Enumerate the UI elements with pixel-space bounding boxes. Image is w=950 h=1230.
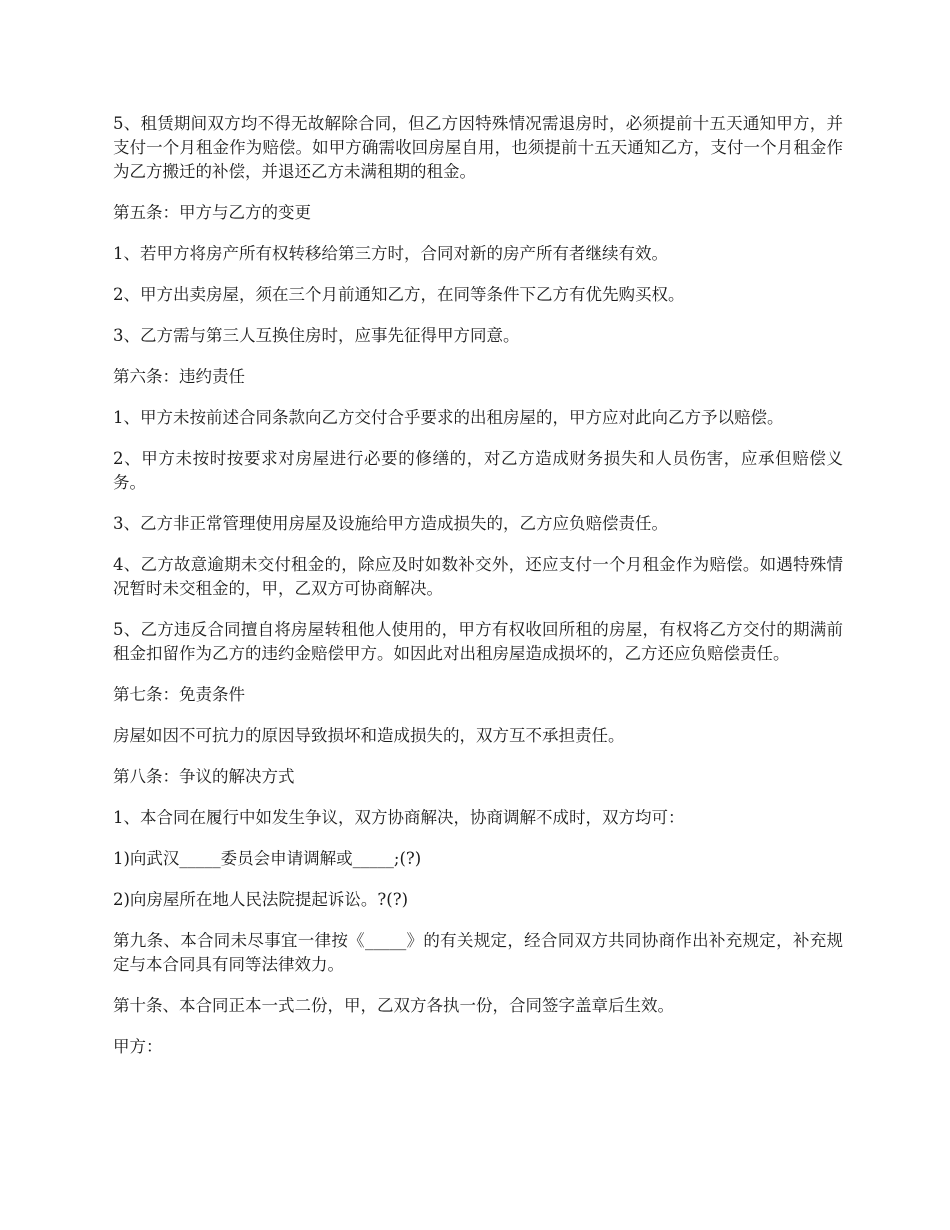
article-6-item-3: 3、乙方非正常管理使用房屋及设施给甲方造成损失的，乙方应负赔偿责任。 (113, 514, 668, 533)
article-5-heading: 第五条：甲方与乙方的变更 (113, 203, 311, 222)
article-6-heading: 第六条：违约责任 (113, 367, 245, 386)
clause-4-item-5-termination: 5、租赁期间双方均不得无故解除合同，但乙方因特殊情况需退房时，必须提前十五天通知甲方，并支付一个月租金作为赔偿。如甲方确需收回房屋自用，也须提前十五天通知乙方，支付一个月租金作为乙方搬迁的补偿，并退还乙方未满租期的租金。 (113, 114, 843, 181)
article-6-item-4: 4、乙方故意逾期未交付租金的，除应及时如数补交外，还应支付一个月租金作为赔偿。如遇特殊情况暂时未交租金的，甲，乙双方可协商解决。 (113, 555, 843, 598)
article-7-body: 房屋如因不可抗力的原因导致损坏和造成损失的，双方互不承担责任。 (113, 726, 625, 745)
article-8-option-1: 1)向武汉_____委员会申请调解或_____;(?) (113, 849, 422, 868)
article-6-item-5: 5、乙方违反合同擅自将房屋转租他人使用的，甲方有权收回所租的房屋，有权将乙方交付的期满前租金扣留作为乙方的违约金赔偿甲方。如因此对出租房屋造成损坏的，乙方还应负赔偿责任。 (113, 620, 843, 663)
article-9: 第九条、本合同未尽事宜一律按《_____》的有关规定，经合同双方共同协商作出补充规定，补充规定与本合同具有同等法律效力。 (113, 931, 843, 974)
article-8-heading: 第八条：争议的解决方式 (113, 767, 295, 786)
article-8-option-2: 2)向房屋所在地人民法院提起诉讼。?(?) (113, 890, 409, 909)
article-7-heading: 第七条：免责条件 (113, 685, 245, 704)
party-a-signature-label: 甲方： (113, 1037, 163, 1056)
article-5-item-3: 3、乙方需与第三人互换住房时，应事先征得甲方同意。 (113, 326, 520, 345)
article-5-item-1: 1、若甲方将房产所有权转移给第三方时，合同对新的房产所有者继续有效。 (113, 244, 668, 263)
article-6-item-1: 1、甲方未按前述合同条款向乙方交付合乎要求的出租房屋的，甲方应对此向乙方予以赔偿。 (113, 408, 784, 427)
article-10: 第十条、本合同正本一式二份，甲，乙双方各执一份，合同签字盖章后生效。 (113, 996, 674, 1015)
document-page (113, 112, 843, 1076)
article-6-item-2: 2、甲方未按时按要求对房屋进行必要的修缮的，对乙方造成财务损失和人员伤害，应承但赔偿义务。 (113, 449, 843, 492)
article-8-item-1: 1、本合同在履行中如发生争议，双方协商解决，协商调解不成时，双方均可： (113, 808, 685, 827)
article-5-item-2: 2、甲方出卖房屋，须在三个月前通知乙方，在同等条件下乙方有优先购买权。 (113, 285, 685, 304)
